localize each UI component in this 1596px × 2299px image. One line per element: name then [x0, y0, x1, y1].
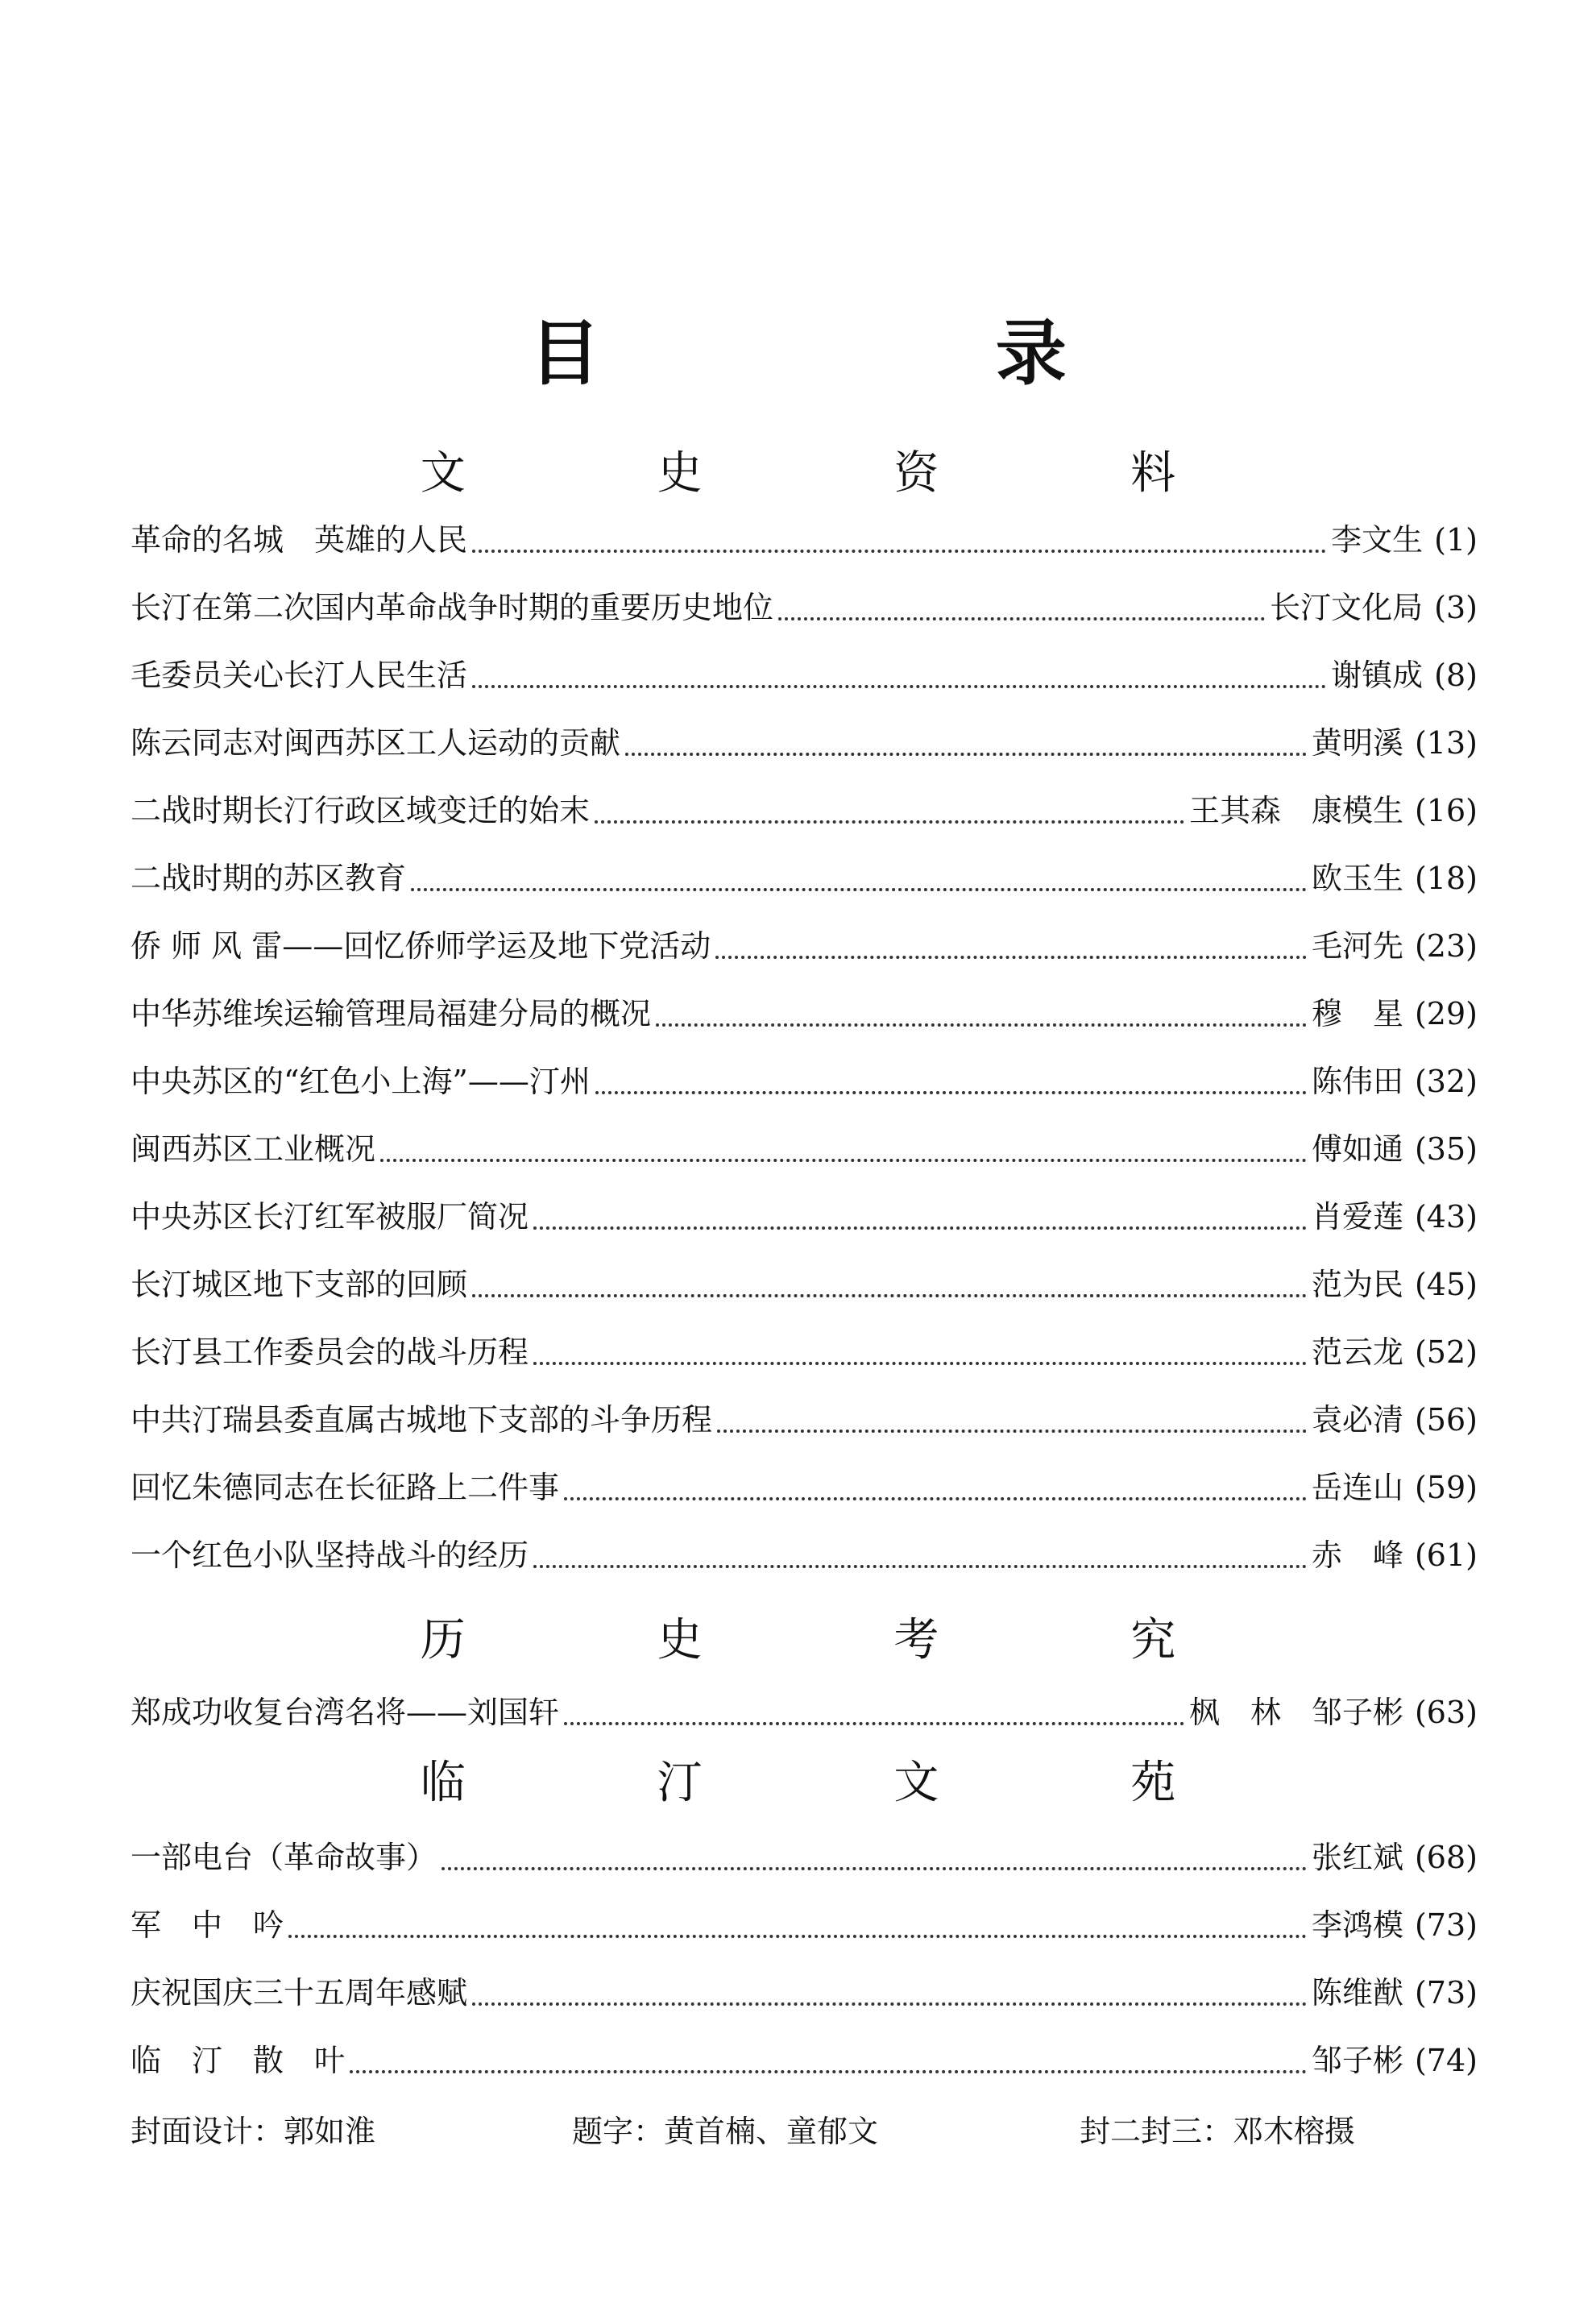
entry-title: 陈云同志对闽西苏区工人运动的贡献 [131, 725, 621, 761]
entry-author: 长汀文化局 [1270, 590, 1424, 625]
leader-dots [472, 2002, 1307, 2006]
entry-title: 庆祝国庆三十五周年感赋 [131, 1975, 468, 2011]
entry-author: 赤 峰 [1311, 1538, 1403, 1573]
entry-author: 枫 林 邹子彬 [1188, 1695, 1403, 1730]
toc-entry [131, 1328, 1478, 1376]
leader-dots [564, 1722, 1184, 1725]
entry-page: (13) [1414, 725, 1478, 761]
leader-dots [472, 550, 1326, 553]
entry-title: 长汀在第二次国内革命战争时期的重要历史地位 [131, 590, 774, 625]
leader-dots [350, 2070, 1307, 2073]
cover-design-credit: 封面设计：郭如淮 [131, 2114, 376, 2149]
toc-entry [131, 719, 1478, 767]
entry-page: (73) [1414, 1975, 1478, 2011]
entry-author: 陈伟田 [1311, 1064, 1403, 1099]
entry-page: (32) [1414, 1064, 1478, 1099]
toc-entry [131, 2036, 1478, 2085]
entry-author: 毛河先 [1311, 928, 1403, 964]
toc-entry [131, 1057, 1478, 1106]
page-title: 目 录 [529, 312, 1252, 395]
entry-page: (1) [1434, 522, 1478, 558]
toc-entry [131, 1396, 1478, 1444]
entry-page: (8) [1434, 658, 1478, 693]
calligraphy-credit: 题字：黄首楠、童郁文 [572, 2114, 879, 2149]
entry-title: 长汀城区地下支部的回顾 [131, 1267, 468, 1302]
section-heading-wenshi: 文 史 资 料 [420, 447, 1265, 500]
entry-title: 中华苏维埃运输管理局福建分局的概况 [131, 996, 652, 1031]
entry-title: 毛委员关心长汀人民生活 [131, 658, 468, 693]
toc-entry [131, 990, 1478, 1038]
photo-credit: 封二封三：邓木榕摄 [1080, 2114, 1356, 2149]
toc-entry [131, 1969, 1478, 2017]
leader-dots [533, 1362, 1307, 1365]
toc-entry [131, 854, 1478, 903]
entry-page: (74) [1414, 2043, 1478, 2078]
entry-page: (59) [1414, 1470, 1478, 1505]
entry-author: 欧玉生 [1311, 861, 1403, 896]
entry-author: 范云龙 [1311, 1334, 1403, 1370]
entry-page: (56) [1414, 1402, 1478, 1438]
entry-title: 二战时期长汀行政区域变迁的始末 [131, 793, 591, 828]
toc-entry [131, 1901, 1478, 1949]
section-heading-linting: 临 汀 文 苑 [420, 1757, 1265, 1809]
leader-dots [656, 1023, 1307, 1027]
toc-entry [131, 1688, 1478, 1737]
leader-dots [778, 617, 1265, 620]
entry-page: (45) [1414, 1267, 1478, 1302]
leader-dots [472, 1294, 1307, 1297]
entry-title: 闽西苏区工业概况 [131, 1131, 376, 1167]
leader-dots [411, 888, 1307, 891]
entry-author: 李文生 [1331, 522, 1424, 558]
entry-page: (23) [1414, 928, 1478, 964]
entry-title: 长汀县工作委员会的战斗历程 [131, 1334, 529, 1370]
entry-author: 范为民 [1311, 1267, 1403, 1302]
entry-title: 军 中 吟 [131, 1907, 284, 1943]
leader-dots [625, 753, 1307, 756]
leader-dots [472, 685, 1326, 688]
section-heading-lishi: 历 史 考 究 [420, 1614, 1265, 1666]
entry-author: 王其森 康模生 [1188, 793, 1403, 828]
entry-author: 邹子彬 [1311, 2043, 1403, 2078]
entry-title: 中央苏区长汀红军被服厂简况 [131, 1199, 529, 1235]
leader-dots [595, 820, 1184, 824]
entry-page: (16) [1414, 793, 1478, 828]
entry-title: 中共汀瑞县委直属古城地下支部的斗争历程 [131, 1402, 713, 1438]
entry-author: 肖爱莲 [1311, 1199, 1403, 1235]
leader-dots [564, 1497, 1307, 1500]
entry-author: 傅如通 [1311, 1131, 1403, 1167]
entry-page: (18) [1414, 861, 1478, 896]
leader-dots [533, 1226, 1307, 1230]
toc-entry [131, 1463, 1478, 1512]
leader-dots [595, 1091, 1307, 1094]
entry-page: (73) [1414, 1907, 1478, 1943]
toc-entry [131, 786, 1478, 835]
entry-title: 中央苏区的“红色小上海”——汀州 [131, 1064, 591, 1099]
entry-author: 张红斌 [1311, 1840, 1403, 1875]
toc-entry [131, 1531, 1478, 1579]
leader-dots [441, 1867, 1307, 1870]
entry-author: 李鸿模 [1311, 1907, 1403, 1943]
entry-author: 黄明溪 [1311, 725, 1403, 761]
toc-entry [131, 516, 1478, 564]
credits-footer [131, 2107, 1478, 2156]
entry-page: (61) [1414, 1538, 1478, 1573]
entry-title: 一部电台（革命故事） [131, 1840, 437, 1875]
entry-page: (43) [1414, 1199, 1478, 1235]
toc-entry [131, 583, 1478, 632]
entry-title: 侨 师 风 雷——回忆侨师学运及地下党活动 [131, 928, 711, 964]
leader-dots [717, 1430, 1307, 1433]
entry-page: (29) [1414, 996, 1478, 1031]
toc-entry [131, 922, 1478, 970]
entry-title: 一个红色小队坚持战斗的经历 [131, 1538, 529, 1573]
toc-entry [131, 1833, 1478, 1882]
entry-page: (68) [1414, 1840, 1478, 1875]
entry-title: 郑成功收复台湾名将——刘国轩 [131, 1695, 560, 1730]
entry-page: (52) [1414, 1334, 1478, 1370]
entry-page: (63) [1414, 1695, 1478, 1730]
leader-dots [380, 1159, 1307, 1162]
entry-title: 回忆朱德同志在长征路上二件事 [131, 1470, 560, 1505]
entry-title: 二战时期的苏区教育 [131, 861, 407, 896]
entry-page: (35) [1414, 1131, 1478, 1167]
entry-author: 穆 星 [1311, 996, 1403, 1031]
entry-title: 临 汀 散 叶 [131, 2043, 346, 2078]
toc-entry [131, 1125, 1478, 1173]
entry-author: 陈维猷 [1311, 1975, 1403, 2011]
entry-page: (3) [1434, 590, 1478, 625]
entry-author: 袁必清 [1311, 1402, 1403, 1438]
entry-author: 谢镇成 [1331, 658, 1424, 693]
toc-entry [131, 1193, 1478, 1241]
leader-dots [288, 1935, 1307, 1938]
leader-dots [715, 956, 1307, 959]
toc-entry [131, 1260, 1478, 1309]
entry-title: 革命的名城 英雄的人民 [131, 522, 468, 558]
leader-dots [533, 1565, 1307, 1568]
toc-entry [131, 651, 1478, 699]
entry-author: 岳连山 [1311, 1470, 1403, 1505]
